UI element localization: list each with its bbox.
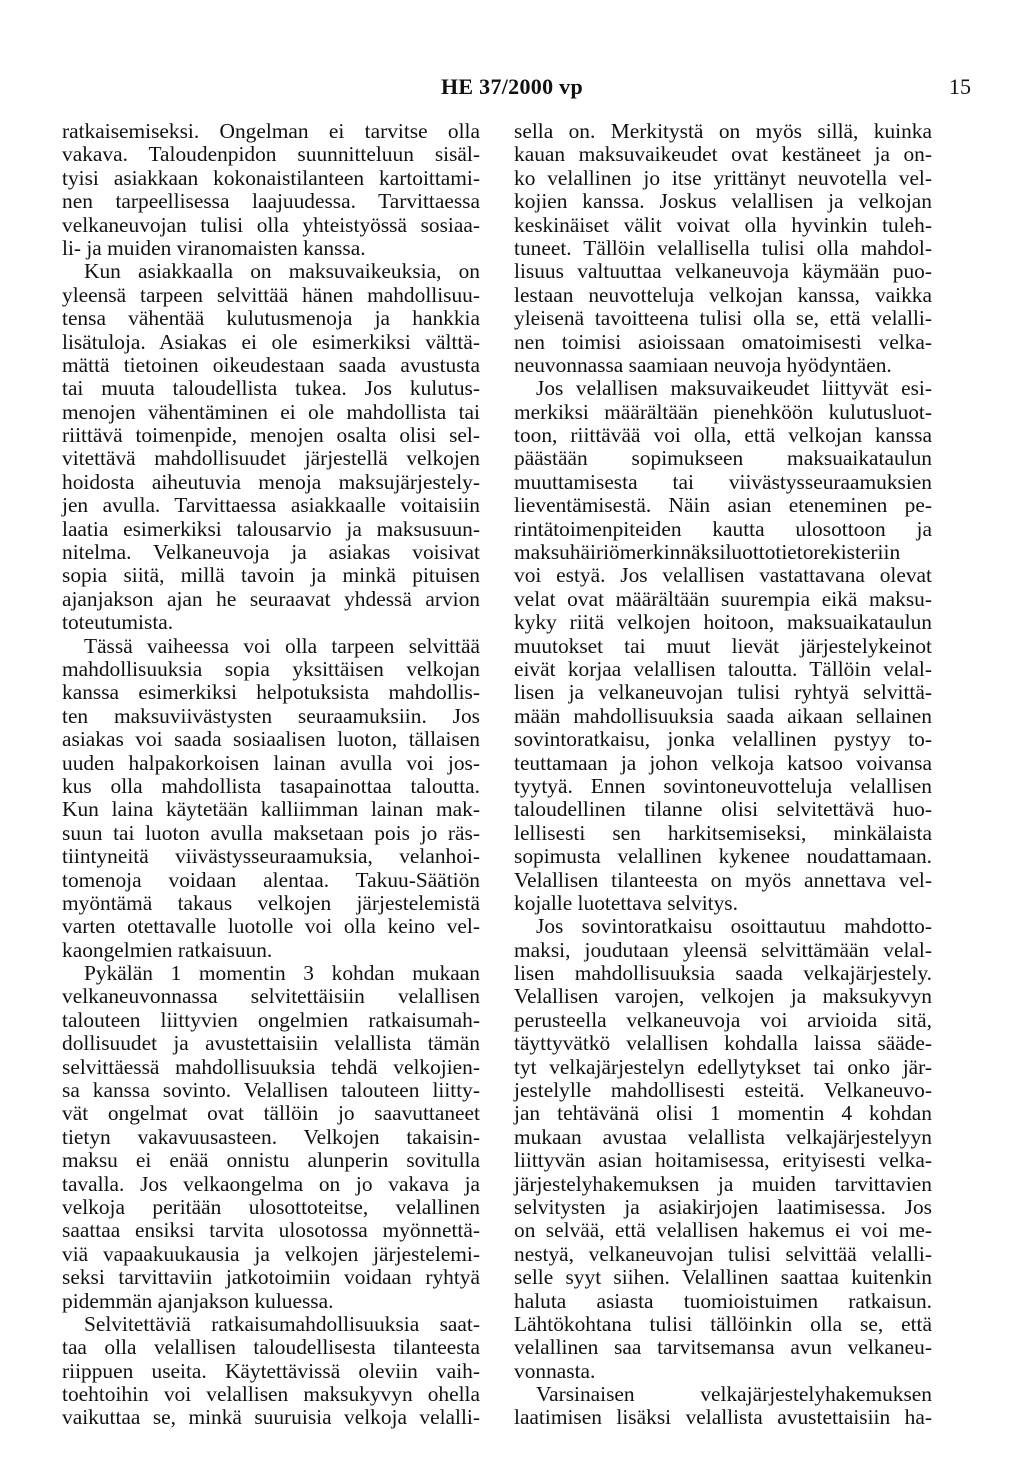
- text-line: Lähtökohtana tulisi tällöinkin olla se, että: [514, 1311, 932, 1336]
- text-line: vaikuttaa se, minkä suuruisia velkoja velalli-: [62, 1405, 480, 1430]
- text-line: maksi, joudutaan yleensä selvittämään velal-: [514, 937, 932, 962]
- text-line: hoidosta aiheutuvia menoja maksujärjestely-: [62, 469, 480, 494]
- left-text-column: [62, 120, 480, 1430]
- text-line: ten maksuviivästysten seuraamuksiin. Jos: [62, 703, 480, 728]
- text-line: velkoja peritään ulosottoteitse, velallinen: [62, 1194, 480, 1219]
- text-line: vät ongelmat ovat tällöin jo saavuttaneet: [62, 1101, 480, 1126]
- page-header: [0, 72, 1024, 102]
- text-line: talouteen liittyvien ongelmien ratkaisumah-: [62, 1007, 480, 1032]
- text-line: ratkaisemiseksi. Ongelman ei tarvitse olla: [62, 119, 480, 143]
- text-line: kanssa esimerkiksi helpotuksista mahdollis-: [62, 680, 480, 705]
- text-line: neuvonnassa saamiaan neuvoja hyödyntäen.: [514, 352, 892, 377]
- text-line: taloudellinen tilanne olisi selvitettävä huo-: [514, 797, 932, 822]
- text-line: toteutumista.: [62, 610, 174, 635]
- text-line: täyttyvätkö velallisen kohdalla laissa sääde-: [514, 1031, 932, 1056]
- text-line: lieventämisestä. Näin asian eteneminen pe-: [514, 493, 932, 518]
- text-line: lisen ja velkaneuvojan tulisi ryhtyä selvittä-: [514, 680, 932, 705]
- text-line: ko velallinen jo itse yrittänyt neuvotella vel-: [514, 165, 932, 190]
- text-line: sovintoratkaisu, jonka velallinen pystyy to-: [514, 727, 932, 752]
- text-line: myöntämä takaus velkojen järjestelemistä: [62, 890, 480, 915]
- text-line: lellisesti sen harkitsemiseksi, minkälaista: [514, 820, 932, 845]
- text-line: tiintyneitä viivästysseuraamuksia, velanhoi-: [62, 844, 480, 869]
- text-line: nitelma. Velkaneuvoja ja asiakas voisivat: [62, 540, 480, 565]
- text-line: menojen vähentäminen ei ole mahdollista tai: [62, 399, 480, 424]
- text-line: mukaan avustaa velallista velkajärjestelyyn: [514, 1124, 932, 1149]
- text-line: lestaan neuvotteluja velkojan kanssa, vaikka: [514, 282, 932, 307]
- text-line: riippuen useita. Käytettävissä oleviin vaih-: [62, 1358, 480, 1383]
- text-line: päästään sopimukseen maksuaikataulun: [514, 446, 932, 471]
- text-line: kauan maksuvaikeudet ovat kestäneet ja on-: [514, 142, 932, 167]
- text-line: vitettävä mahdollisuudet järjestellä velkojen: [62, 446, 480, 471]
- text-line: perusteella velkaneuvoja voi arvioida sitä,: [514, 1007, 932, 1032]
- text-line: maksuhäiriömerkinnäksiluottotietorekisteriin: [514, 540, 901, 565]
- text-line: mään mahdollisuuksia saada aikaan sellainen: [514, 703, 932, 728]
- text-line: laatia esimerkiksi talousarvio ja maksusuun-: [62, 516, 480, 541]
- text-line: kojien kanssa. Joskus velallisen ja velkojan: [514, 189, 932, 214]
- text-line: muutokset tai muut lievät järjestelykeinot: [514, 633, 932, 658]
- text-line: taa olla velallisen taloudellisesta tilanteesta: [62, 1335, 480, 1360]
- text-line: lisuus valtuuttaa velkaneuvoja käymään puo-: [514, 259, 932, 284]
- text-line: kus olla mahdollista tasapainottaa taloutta.: [62, 773, 480, 798]
- text-line: ajanjakson ajan he seuraavat yhdessä arvion: [62, 586, 480, 611]
- text-line: dollisuudet ja avustettaisiin velallista tämän: [62, 1031, 480, 1056]
- text-line: Kun laina käytetään kalliimman lainan mak-: [62, 797, 480, 822]
- text-line: lisen mahdollisuuksia saada velkajärjestely.: [514, 961, 932, 986]
- text-line: toehtoihin voi velallisen maksukyvyn ohella: [62, 1382, 480, 1407]
- right-text-column: [514, 120, 932, 1430]
- text-line: varten otettavalle luotolle voi olla keino vel-: [62, 914, 480, 939]
- text-line: tietyn vakavuusasteen. Velkojen takaisin-: [62, 1124, 480, 1149]
- text-line: sopia siitä, millä tavoin ja minkä pituisen: [62, 563, 480, 588]
- text-line: selle syyt siihen. Velallinen saattaa kuitenkin: [514, 1265, 932, 1290]
- text-line: viä vapaakuukausia ja velkojen järjestelemi-: [62, 1241, 480, 1266]
- text-line: seksi tarvittaviin jatkotoimiin voidaan ryhtyä: [62, 1265, 480, 1290]
- text-line: yleisenä tavoitteena tulisi olla se, että velalli-: [514, 306, 932, 331]
- text-line: riittävä toimenpide, menojen osalta olisi sel-: [62, 423, 480, 448]
- text-line: haluta asiasta tuomioistuimen ratkaisun.: [514, 1288, 932, 1313]
- text-line: kaongelmien ratkaisuun.: [62, 937, 273, 962]
- text-line: tomenoja voidaan alentaa. Takuu-Säätiön: [62, 867, 480, 892]
- text-line: sa kanssa sovinto. Velallisen talouteen liitty-: [62, 1078, 480, 1103]
- text-line: teuttamaan ja johon velkoja katsoo voivansa: [514, 750, 932, 775]
- text-line: eivät korjaa velallisen taloutta. Tällöin velal-: [514, 656, 932, 681]
- text-line: saattaa ensiksi tarvita ulosotossa myönnettä-: [62, 1218, 480, 1243]
- text-line: tensa vähentää kulutusmenoja ja hankkia: [62, 306, 480, 331]
- text-line: Velallisen varojen, velkojen ja maksukyvyn: [514, 984, 932, 1009]
- page-number: 15: [949, 74, 971, 99]
- text-line: Jos velallisen maksuvaikeudet liittyvät esi-: [536, 376, 932, 401]
- text-line: velat ovat määrältään suurempia eikä maksu-: [514, 586, 932, 611]
- text-line: laatimisen lisäksi velallista avustettaisiin ha-: [514, 1405, 932, 1430]
- text-line: maksu ei enää onnistu alunperin sovitulla: [62, 1148, 480, 1173]
- text-line: lisätuloja. Asiakas ei ole esimerkiksi välttä-: [62, 329, 480, 354]
- text-line: tai muuta taloudellista tukea. Jos kulutus-: [62, 376, 480, 401]
- text-line: Tässä vaiheessa voi olla tarpeen selvittää: [84, 633, 480, 658]
- text-line: Varsinaisen velkajärjestelyhakemuksen: [536, 1382, 932, 1407]
- text-line: selvitysten ja asiakirjojen laatimisessa. Jos: [514, 1194, 932, 1219]
- text-line: tyytyä. Ennen sovintoneuvotteluja velallisen: [514, 773, 932, 798]
- text-line: on selvää, että velallisen hakemus ei voi me-: [514, 1218, 932, 1243]
- text-line: velkaneuvonnassa selvitettäisiin velallisen: [62, 984, 480, 1009]
- text-line: suun tai luoton avulla maksetaan pois jo räs-: [62, 820, 480, 845]
- text-line: nestyä, velkaneuvojan tulisi selvittää velalli-: [514, 1241, 932, 1266]
- text-line: sopimusta velallinen kykenee noudattamaan.: [514, 844, 932, 869]
- text-line: vakava. Taloudenpidon suunnitteluun sisäl-: [62, 142, 480, 167]
- text-line: asiakas voi saada sosiaalisen luoton, tällaisen: [62, 727, 480, 752]
- text-line: tuneet. Tällöin velallisella tulisi olla mahdol-: [514, 235, 932, 260]
- text-line: jestelylle mahdollisesti esteitä. Velkaneuvo-: [514, 1078, 932, 1103]
- text-line: Selvitettäviä ratkaisumahdollisuuksia saat-: [84, 1311, 480, 1336]
- text-line: liittyvän asian hoitamisessa, erityisesti velka-: [514, 1148, 932, 1173]
- text-line: sella on. Merkitystä on myös sillä, kuinka: [514, 119, 932, 143]
- text-line: merkiksi määrältään pienehköön kulutusluot-: [514, 399, 932, 424]
- text-line: tyisi asiakkaan kokonaistilanteen kartoittami-: [62, 165, 480, 190]
- text-line: nen toimisi asioissaan omatoimisesti velka-: [514, 329, 932, 354]
- text-line: li- ja muiden viranomaisten kanssa.: [62, 235, 366, 260]
- text-line: järjestelyhakemuksen ja muiden tarvittavien: [514, 1171, 932, 1196]
- text-line: voi estyä. Jos velallisen vastattavana olevat: [514, 563, 932, 588]
- text-line: pidemmän ajanjakson kuluessa.: [62, 1288, 334, 1313]
- text-line: rintätoimenpiteiden kautta ulosottoon ja: [514, 516, 932, 541]
- text-line: selvittäessä mahdollisuuksia tehdä velkojien-: [62, 1054, 480, 1079]
- text-line: Pykälän 1 momentin 3 kohdan mukaan: [84, 961, 480, 986]
- text-line: velallinen saa tarvitsemansa avun velkaneu-: [514, 1335, 932, 1360]
- text-line: velkaneuvojan tulisi olla yhteistyössä sosiaa-: [62, 212, 480, 237]
- text-line: keskinäiset välit voivat olla hyvinkin tuleh-: [514, 212, 932, 237]
- text-line: jen avulla. Tarvittaessa asiakkaalle voitaisiin: [62, 493, 480, 518]
- text-line: mahdollisuuksia sopia yksittäisen velkojan: [62, 656, 480, 681]
- text-line: vonnasta.: [514, 1358, 596, 1383]
- text-line: toon, riittävää voi olla, että velkojan kanssa: [514, 423, 932, 448]
- text-line: tyt velkajärjestelyn edellytykset tai onko jär-: [514, 1054, 932, 1079]
- text-line: Jos sovintoratkaisu osoittautuu mahdotto-: [536, 914, 932, 939]
- text-line: uuden halpakorkoisen lainan avulla voi jos-: [62, 750, 480, 775]
- text-line: mättä tietoinen oikeudestaan saada avustusta: [62, 352, 480, 377]
- text-line: nen tarpeellisessa laajuudessa. Tarvittaessa: [62, 189, 480, 214]
- document-title: HE 37/2000 vp: [440, 74, 584, 99]
- text-line: Velallisen tilanteesta on myös annettava vel-: [514, 867, 932, 892]
- text-line: Kun asiakkaalla on maksuvaikeuksia, on: [84, 259, 480, 284]
- text-line: jan tehtävänä olisi 1 momentin 4 kohdan: [514, 1101, 932, 1126]
- text-line: tavalla. Jos velkaongelma on jo vakava ja: [62, 1171, 480, 1196]
- text-line: muuttamisesta tai viivästysseuraamuksien: [514, 469, 932, 494]
- text-line: kojalle luotettava selvitys.: [514, 890, 738, 915]
- text-line: kyky riitä velkojen hoitoon, maksuaikataulun: [514, 610, 932, 635]
- text-line: yleensä tarpeen selvittää hänen mahdollisuu-: [62, 282, 480, 307]
